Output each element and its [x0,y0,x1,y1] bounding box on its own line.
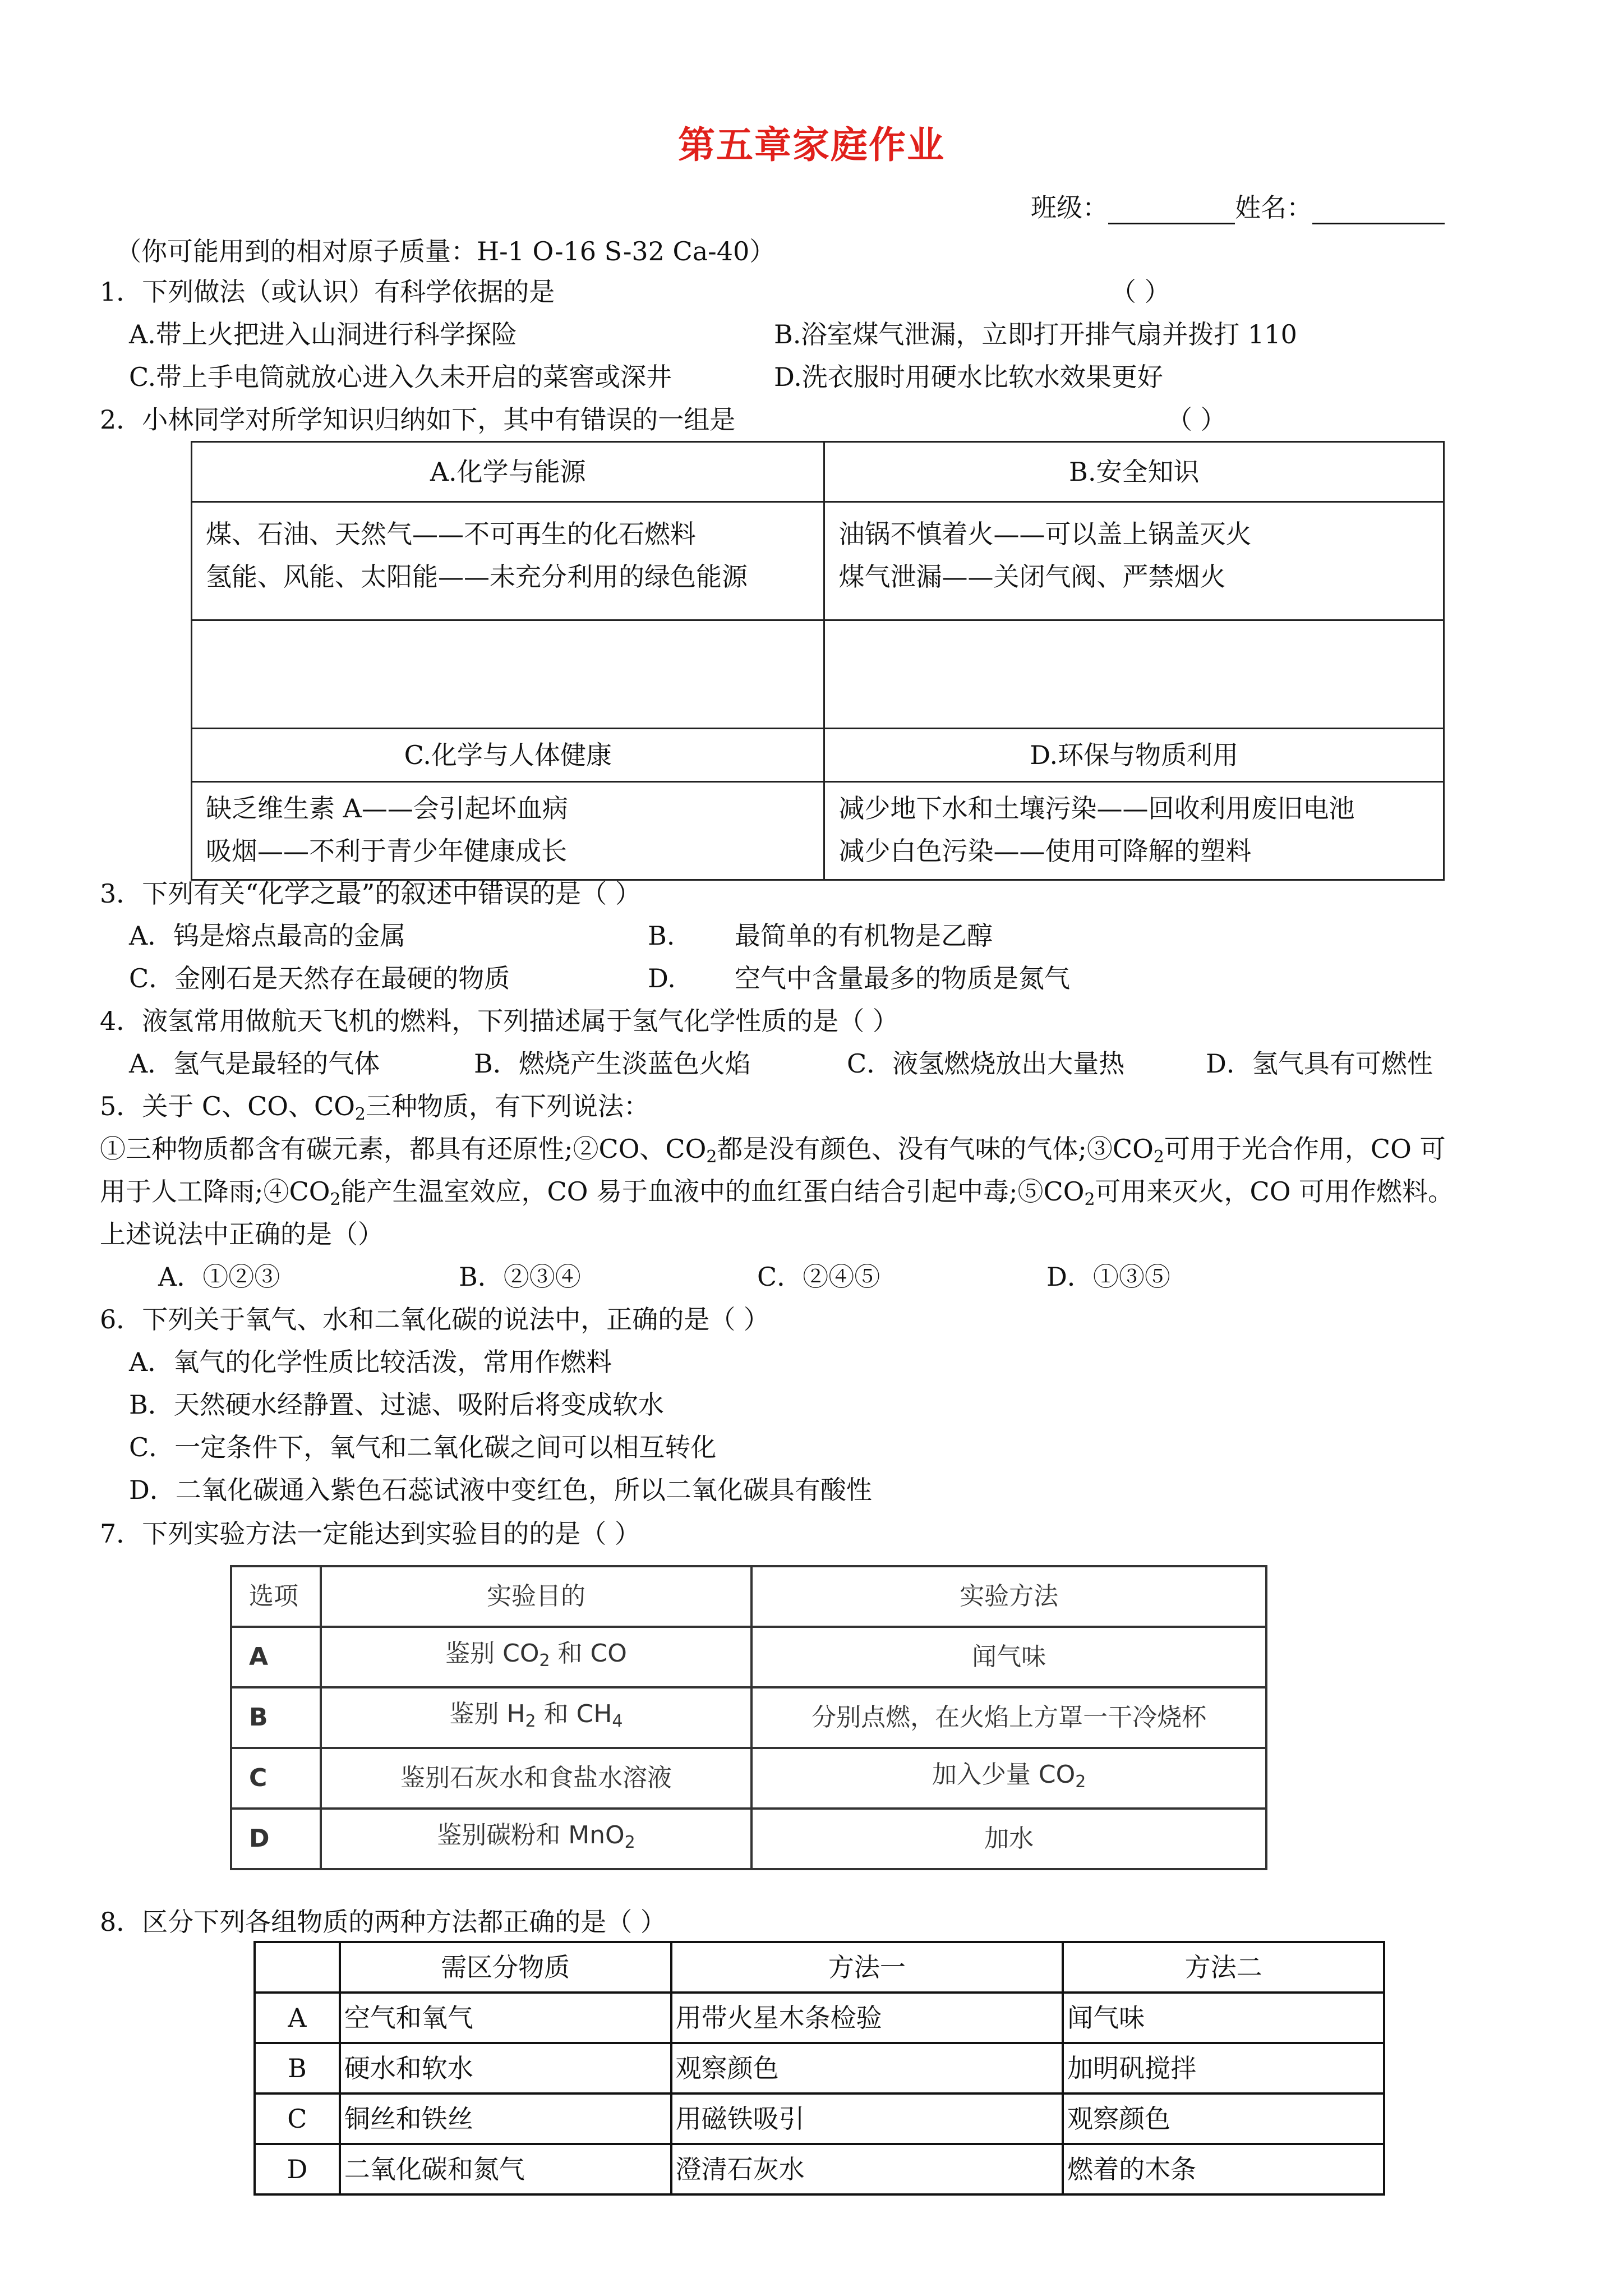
q2-b-line2: 煤气泄漏——关闭气阀、严禁烟火 [838,562,1226,592]
q1-option-a: A.带上火把进入山洞进行科学探险 [129,319,517,349]
q8-row-a-method1: 用带火星木条检验 [671,1993,1063,2043]
q8-row-c-option: C [255,2093,340,2144]
table-row [255,1993,1384,2043]
q8-row-b-substances: 硬水和软水 [340,2043,671,2093]
q8-row-b-method2: 加明矾搅拌 [1063,2043,1384,2093]
q7-row-d-goal: 鉴别碳粉和 MnO$_2$ [321,1809,751,1869]
q7-row-b-method: 分别点燃，在火焰上方罩一干冷烧杯 [751,1687,1266,1748]
q7-row-c-option: C [231,1748,321,1809]
q5-sub: 2 [1084,1190,1095,1209]
q7-row-a-goal: 鉴别 $CO_2$ 和 CO [321,1627,751,1687]
q2-cell-b [824,502,1444,620]
class-label: 班级： [1031,192,1108,223]
q1-option-b: B.浴室煤气泄漏，立即打开排气扇并拨打 110 [774,319,1297,349]
q5-stem-part2: 三种物质，有下列说法： [366,1091,649,1121]
q2-c-line1: 缺乏维生素 A——会引起坏血病 [206,793,568,823]
q2-cell-d [824,782,1444,880]
class-field[interactable] [1108,196,1235,224]
q3-option-c: C．金刚石是天然存在最硬的物质 [129,963,510,993]
q8-row-c-substances: 铜丝和铁丝 [340,2093,671,2144]
q7-row-b-goal: 鉴别 $H_2$ 和 $CH_4$ [321,1687,751,1748]
q8-row-d-method1: 澄清石灰水 [671,2144,1063,2194]
q8-row-b-option: B [255,2043,340,2093]
q5-sub: 2 [354,1105,366,1124]
q7-stem: 7．下列实验方法一定能达到实验目的的是（ ） [100,1519,640,1549]
q3-option-b-letter: B. [648,921,675,951]
q5-option-c: C．②④⑤ [757,1262,880,1292]
q6-option-a: A．氧气的化学性质比较活泼，常用作燃料 [129,1347,612,1377]
q6-option-c: C．一定条件下，氧气和二氧化碳之间可以相互转化 [129,1432,717,1462]
q2-head-a: A.化学与能源 [192,442,824,502]
q5-body1-part2: 都是没有颜色、没有气味的气体;③CO [717,1134,1154,1164]
q3-option-b: 最简单的有机物是乙醇 [735,921,993,951]
q7-row-c-goal: 鉴别石灰水和食盐水溶液 [321,1748,751,1809]
q1-stem: 1．下列做法（或认识）有科学依据的是 [100,277,555,307]
q2-cell-a [192,502,824,620]
q8-row-a-method2: 闻气味 [1063,1993,1384,2043]
q4-option-c: C．液氢燃烧放出大量热 [847,1048,1125,1079]
q7-row-a-method: 闻气味 [751,1627,1266,1687]
q8-row-c-method2: 观察颜色 [1063,2093,1384,2144]
q2-c-line2: 吸烟——不利于青少年健康成长 [206,836,567,866]
q8-row-a-option: A [255,1993,340,2043]
q5-body-line1 [100,1132,1445,1174]
q5-option-d: D．①③⑤ [1046,1262,1170,1292]
q2-table [191,441,1445,881]
q2-a-line1: 煤、石油、天然气——不可再生的化石燃料 [206,519,696,549]
q2-empty-cell-left [192,620,824,729]
q4-stem: 4．液氢常用做航天飞机的燃料，下列描述属于氢气化学性质的是（ ） [100,1006,898,1036]
q2-empty-cell-right [824,620,1444,729]
q8-row-d-option: D [255,2144,340,2194]
q2-head-b: B.安全知识 [824,442,1444,502]
q6-stem: 6．下列关于氧气、水和二氧化碳的说法中，正确的是（ ） [100,1304,769,1335]
q7-table [230,1565,1267,1870]
q7-header-option: 选项 [231,1566,321,1627]
q6-option-b: B．天然硬水经静置、过滤、吸附后将变成软水 [129,1389,664,1420]
q7-header-method: 实验方法 [751,1566,1266,1627]
q4-option-b: B．燃烧产生淡蓝色火焰 [474,1048,751,1079]
q2-stem: 2．小林同学对所学知识归纳如下，其中有错误的一组是 [100,404,736,435]
q3-option-d: 空气中含量最多的物质是氮气 [735,963,1070,993]
name-label: 姓名： [1235,192,1312,223]
q2-b-line1: 油锅不慎着火——可以盖上锅盖灭火 [838,519,1252,549]
q5-body2-part1: 用于人工降雨;④CO [100,1176,330,1207]
q5-sub: 2 [706,1147,717,1167]
q8-header-method1: 方法一 [671,1942,1063,1993]
q4-option-d: D．氢气具有可燃性 [1206,1048,1433,1079]
q7-row-c-method: 加入少量 $CO_2$ [751,1748,1266,1809]
q3-stem: 3．下列有关“化学之最”的叙述中错误的是（ ） [100,878,641,909]
q8-table [253,1941,1385,2196]
q2-d-line2: 减少白色污染——使用可降解的塑料 [838,836,1252,866]
q5-option-b: B．②③④ [459,1262,581,1292]
q1-option-d: D.洗衣服时用硬水比软水效果更好 [774,362,1163,392]
q5-body2-part3: 可用来灭火，CO 可用作燃料。 [1095,1176,1454,1207]
q7-header-goal: 实验目的 [321,1566,751,1627]
q3-option-a: A．钨是熔点最高的金属 [129,921,406,951]
name-field[interactable] [1312,196,1445,224]
q7-row-b-option: B [231,1687,321,1748]
q5-body-line3: 上述说法中正确的是（） [100,1219,384,1249]
q3-option-d-letter: D. [648,963,676,993]
q5-sub: 2 [330,1190,341,1209]
q8-header-method2: 方法二 [1063,1942,1384,1993]
q5-stem [100,1089,649,1131]
q5-body2-part2: 能产生温室效应，CO 易于血液中的血红蛋白结合引起中毒;⑤CO [340,1176,1085,1207]
q2-cell-c [192,782,824,880]
q8-row-b-method1: 观察颜色 [671,2043,1063,2093]
q6-option-d: D．二氧化碳通入紫色石蕊试液中变红色，所以二氧化碳具有酸性 [129,1475,872,1505]
q5-body1-part1: ①三种物质都含有碳元素，都具有还原性;②CO、CO [100,1134,707,1164]
q5-sub: 2 [1153,1147,1164,1167]
q8-row-a-substances: 空气和氧气 [340,1993,671,2043]
q2-answer-paren[interactable]: （ ） [1166,404,1227,435]
q7-row-a-option: A [231,1627,321,1687]
table-row [255,2144,1384,2194]
q8-header-blank [255,1942,340,1993]
atomic-mass-note: （你可能用到的相对原子质量：H-1 O-16 S-32 Ca-40） [116,236,776,266]
q2-a-line2: 氢能、风能、太阳能——未充分利用的绿色能源 [206,562,748,592]
page-title: 第五章家庭作业 [678,123,945,167]
q8-row-d-method2: 燃着的木条 [1063,2144,1384,2194]
q5-stem-part1: 5．关于 C、CO、CO [100,1091,355,1121]
q8-row-c-method1: 用磁铁吸引 [671,2093,1063,2144]
q5-body-line2 [100,1175,1454,1217]
q8-row-d-substances: 二氧化碳和氮气 [340,2144,671,2194]
q5-body1-part3: 可用于光合作用，CO 可 [1164,1134,1446,1164]
q7-row-d-option: D [231,1809,321,1869]
q4-option-a: A．氢气是最轻的气体 [129,1048,380,1079]
q1-answer-paren[interactable]: （ ） [1110,277,1170,307]
q7-row-d-method: 加水 [751,1809,1266,1869]
q2-head-c: C.化学与人体健康 [192,729,824,782]
q2-head-d: D.环保与物质利用 [824,729,1444,782]
header-fields [1031,191,1445,224]
q2-d-line1: 减少地下水和土壤污染——回收利用废旧电池 [838,793,1355,823]
q8-header-substances: 需区分物质 [340,1942,671,1993]
table-row [255,2043,1384,2093]
table-row [255,2093,1384,2144]
q8-stem: 8．区分下列各组物质的两种方法都正确的是（ ） [100,1907,666,1937]
q1-option-c: C.带上手电筒就放心进入久未开启的菜窖或深井 [129,362,672,392]
q5-option-a: A．①②③ [158,1262,280,1292]
